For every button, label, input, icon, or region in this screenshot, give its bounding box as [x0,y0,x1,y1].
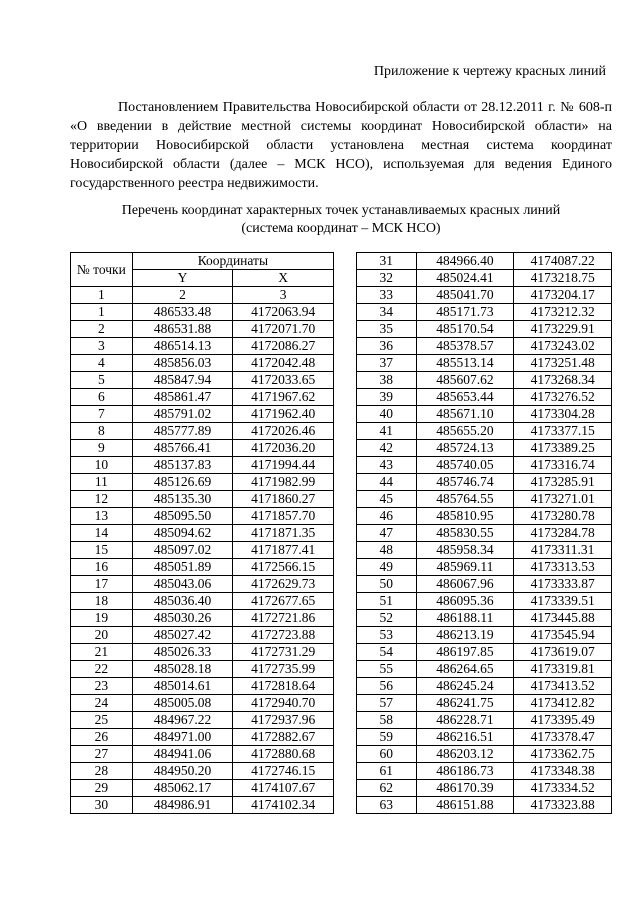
point-number-cell: 49 [357,559,417,576]
point-number-cell: 15 [71,542,133,559]
table-row [357,457,612,474]
x-coordinate-cell: 4172735.99 [233,661,334,678]
point-number-cell: 50 [357,576,417,593]
x-coordinate-cell: 4172071.70 [233,321,334,338]
x-coordinate-cell: 4172036.20 [233,440,334,457]
x-coordinate-cell: 4172818.64 [233,678,334,695]
table-row [71,440,334,457]
x-coordinate-cell: 4173323.88 [514,797,612,814]
y-coordinate-cell: 485027.42 [132,627,233,644]
y-coordinate-cell: 485740.05 [416,457,514,474]
x-coordinate-cell: 4172566.15 [233,559,334,576]
table-row [71,508,334,525]
point-number-cell: 44 [357,474,417,491]
x-coordinate-cell: 4173316.74 [514,457,612,474]
table-row [357,304,612,321]
point-number-cell: 30 [71,797,133,814]
table-row [357,474,612,491]
y-coordinate-cell: 485777.89 [132,423,233,440]
x-coordinate-cell: 4172033.65 [233,372,334,389]
table-row [357,287,612,304]
column-number-2: 2 [132,287,233,304]
x-coordinate-cell: 4171962.40 [233,406,334,423]
x-coordinate-cell: 4173218.75 [514,270,612,287]
y-coordinate-cell: 484941.06 [132,746,233,763]
point-number-cell: 6 [71,389,133,406]
table-row [71,542,334,559]
table-row [357,559,612,576]
point-number-cell: 8 [71,423,133,440]
x-coordinate-cell: 4173284.78 [514,525,612,542]
table-row [357,797,612,814]
table-row [357,712,612,729]
table-row [71,661,334,678]
coordinates-table-right [356,252,612,814]
x-coordinate-cell: 4173334.52 [514,780,612,797]
point-number-cell: 57 [357,695,417,712]
y-coordinate-cell: 485830.55 [416,525,514,542]
point-number-cell: 34 [357,304,417,321]
y-coordinate-cell: 485766.41 [132,440,233,457]
table-row [71,338,334,355]
x-coordinate-cell: 4173280.78 [514,508,612,525]
y-coordinate-cell: 485958.34 [416,542,514,559]
table-row [357,746,612,763]
point-number-cell: 19 [71,610,133,627]
point-number-cell: 7 [71,406,133,423]
point-number-cell: 51 [357,593,417,610]
y-coordinate-cell: 485005.08 [132,695,233,712]
y-coordinate-cell: 485041.70 [416,287,514,304]
y-coordinate-cell: 486188.11 [416,610,514,627]
table-row [357,695,612,712]
point-number-cell: 11 [71,474,133,491]
y-coordinate-cell: 485861.47 [132,389,233,406]
table-row [357,627,612,644]
list-title [70,202,612,238]
point-number-cell: 17 [71,576,133,593]
y-coordinate-cell: 484971.00 [132,729,233,746]
table-row [357,423,612,440]
y-coordinate-cell: 485135.30 [132,491,233,508]
point-number-cell: 22 [71,661,133,678]
point-number-cell: 24 [71,695,133,712]
table-row [357,610,612,627]
x-coordinate-cell: 4172042.48 [233,355,334,372]
point-number-cell: 16 [71,559,133,576]
point-number-cell: 3 [71,338,133,355]
y-coordinate-cell: 485724.13 [416,440,514,457]
point-number-cell: 37 [357,355,417,372]
y-coordinate-cell: 485847.94 [132,372,233,389]
y-coordinate-cell: 485030.26 [132,610,233,627]
point-number-cell: 21 [71,644,133,661]
x-coordinate-cell: 4172677.65 [233,593,334,610]
point-number-cell: 2 [71,321,133,338]
table-row [357,678,612,695]
x-coordinate-cell: 4174102.34 [233,797,334,814]
y-coordinate-cell: 485653.44 [416,389,514,406]
table-row [357,406,612,423]
y-coordinate-cell: 486514.13 [132,338,233,355]
header-x: X [233,270,334,287]
y-coordinate-cell: 486203.12 [416,746,514,763]
y-coordinate-cell: 486170.39 [416,780,514,797]
x-coordinate-cell: 4173229.91 [514,321,612,338]
table-row [357,491,612,508]
y-coordinate-cell: 486213.19 [416,627,514,644]
x-coordinate-cell: 4173395.49 [514,712,612,729]
table-row [71,644,334,661]
y-coordinate-cell: 485024.41 [416,270,514,287]
table-row [357,576,612,593]
x-coordinate-cell: 4173348.38 [514,763,612,780]
x-coordinate-cell: 4171982.99 [233,474,334,491]
y-coordinate-cell: 484967.22 [132,712,233,729]
table-row [357,729,612,746]
point-number-cell: 12 [71,491,133,508]
column-number-1: 1 [71,287,133,304]
x-coordinate-cell: 4173339.51 [514,593,612,610]
point-number-cell: 58 [357,712,417,729]
table-row [71,491,334,508]
y-coordinate-cell: 486067.96 [416,576,514,593]
x-coordinate-cell: 4174107.67 [233,780,334,797]
x-coordinate-cell: 4173271.01 [514,491,612,508]
y-coordinate-cell: 486216.51 [416,729,514,746]
x-coordinate-cell: 4171994.44 [233,457,334,474]
y-coordinate-cell: 486197.85 [416,644,514,661]
point-number-cell: 45 [357,491,417,508]
y-coordinate-cell: 485094.62 [132,525,233,542]
table-row [357,253,612,270]
point-number-cell: 47 [357,525,417,542]
x-coordinate-cell: 4173204.17 [514,287,612,304]
header-point-number: № точки [71,253,133,287]
intro-paragraph: Постановлением Правительства Новосибирской области от 28.12.2011 г. № 608-п «О введении в действие местной системы координат Новосибирской области» на территории Новосибирской области установлена местная система координат Новосибирской области (далее – МСК НСО), используемая для ведения Единого государственного реестра недвижимости. [70,100,612,191]
y-coordinate-cell: 486264.65 [416,661,514,678]
point-number-cell: 31 [357,253,417,270]
point-number-cell: 9 [71,440,133,457]
table-row [71,559,334,576]
table-row [357,338,612,355]
table-row [357,321,612,338]
x-coordinate-cell: 4171877.41 [233,542,334,559]
y-coordinate-cell: 485764.55 [416,491,514,508]
point-number-cell: 33 [357,287,417,304]
x-coordinate-cell: 4172629.73 [233,576,334,593]
x-coordinate-cell: 4172731.29 [233,644,334,661]
y-coordinate-cell: 485095.50 [132,508,233,525]
point-number-cell: 43 [357,457,417,474]
point-number-cell: 27 [71,746,133,763]
table-row [71,389,334,406]
x-coordinate-cell: 4172721.86 [233,610,334,627]
table-row [71,763,334,780]
table-row [71,372,334,389]
table-row [71,457,334,474]
table-row [71,406,334,423]
x-coordinate-cell: 4172746.15 [233,763,334,780]
y-coordinate-cell: 485513.14 [416,355,514,372]
x-coordinate-cell: 4173412.82 [514,695,612,712]
x-coordinate-cell: 4173268.34 [514,372,612,389]
x-coordinate-cell: 4173619.07 [514,644,612,661]
table-row [357,355,612,372]
x-coordinate-cell: 4172063.94 [233,304,334,321]
coordinates-table-left [70,252,334,814]
table-row [71,321,334,338]
table-row [71,627,334,644]
list-title-line2: (система координат – МСК НСО) [241,221,441,236]
x-coordinate-cell: 4173389.25 [514,440,612,457]
table-row [71,610,334,627]
point-number-cell: 63 [357,797,417,814]
x-coordinate-cell: 4172086.27 [233,338,334,355]
x-coordinate-cell: 4173378.47 [514,729,612,746]
point-number-cell: 25 [71,712,133,729]
x-coordinate-cell: 4173362.75 [514,746,612,763]
x-coordinate-cell: 4173545.94 [514,627,612,644]
y-coordinate-cell: 484966.40 [416,253,514,270]
header-coordinates: Координаты [132,253,333,270]
table-row [71,423,334,440]
x-coordinate-cell: 4173445.88 [514,610,612,627]
point-number-cell: 36 [357,338,417,355]
point-number-cell: 26 [71,729,133,746]
y-coordinate-cell: 485014.61 [132,678,233,695]
y-coordinate-cell: 485126.69 [132,474,233,491]
x-coordinate-cell: 4173377.15 [514,423,612,440]
table-row [71,780,334,797]
x-coordinate-cell: 4173285.91 [514,474,612,491]
table-row [357,525,612,542]
point-number-cell: 35 [357,321,417,338]
point-number-cell: 1 [71,304,133,321]
y-coordinate-cell: 485746.74 [416,474,514,491]
column-number-3: 3 [233,287,334,304]
table-row [357,389,612,406]
y-coordinate-cell: 485170.54 [416,321,514,338]
x-coordinate-cell: 4173276.52 [514,389,612,406]
x-coordinate-cell: 4173319.81 [514,661,612,678]
y-coordinate-cell: 486228.71 [416,712,514,729]
y-coordinate-cell: 486533.48 [132,304,233,321]
table-row [71,474,334,491]
x-coordinate-cell: 4173333.87 [514,576,612,593]
x-coordinate-cell: 4171871.35 [233,525,334,542]
point-number-cell: 4 [71,355,133,372]
y-coordinate-cell: 486095.36 [416,593,514,610]
y-coordinate-cell: 484986.91 [132,797,233,814]
y-coordinate-cell: 485607.62 [416,372,514,389]
y-coordinate-cell: 485051.89 [132,559,233,576]
table-row [357,270,612,287]
y-coordinate-cell: 485036.40 [132,593,233,610]
point-number-cell: 32 [357,270,417,287]
point-number-cell: 20 [71,627,133,644]
list-title-line1: Перечень координат характерных точек устанавливаемых красных линий [121,203,561,218]
table-row [71,712,334,729]
y-coordinate-cell: 485378.57 [416,338,514,355]
point-number-cell: 55 [357,661,417,678]
point-number-cell: 54 [357,644,417,661]
point-number-cell: 42 [357,440,417,457]
y-coordinate-cell: 485810.95 [416,508,514,525]
table-row [357,644,612,661]
x-coordinate-cell: 4172026.46 [233,423,334,440]
y-coordinate-cell: 485171.73 [416,304,514,321]
x-coordinate-cell: 4172880.68 [233,746,334,763]
x-coordinate-cell: 4172723.88 [233,627,334,644]
x-coordinate-cell: 4173313.53 [514,559,612,576]
x-coordinate-cell: 4171860.27 [233,491,334,508]
point-number-cell: 10 [71,457,133,474]
point-number-cell: 59 [357,729,417,746]
x-coordinate-cell: 4171857.70 [233,508,334,525]
table-row [71,576,334,593]
x-coordinate-cell: 4171967.62 [233,389,334,406]
y-coordinate-cell: 486245.24 [416,678,514,695]
point-number-cell: 39 [357,389,417,406]
table-row [357,780,612,797]
x-coordinate-cell: 4173304.28 [514,406,612,423]
y-coordinate-cell: 485655.20 [416,423,514,440]
point-number-cell: 60 [357,746,417,763]
table-row [71,355,334,372]
point-number-cell: 56 [357,678,417,695]
point-number-cell: 29 [71,780,133,797]
point-number-cell: 62 [357,780,417,797]
point-number-cell: 41 [357,423,417,440]
x-coordinate-cell: 4172940.70 [233,695,334,712]
table-row [71,525,334,542]
x-coordinate-cell: 4172937.96 [233,712,334,729]
point-number-cell: 40 [357,406,417,423]
x-coordinate-cell: 4174087.22 [514,253,612,270]
table-row [357,508,612,525]
point-number-cell: 61 [357,763,417,780]
y-coordinate-cell: 485791.02 [132,406,233,423]
table-row [71,746,334,763]
table-row [357,661,612,678]
table-row [357,593,612,610]
table-row [71,729,334,746]
y-coordinate-cell: 485097.02 [132,542,233,559]
appendix-caption: Приложение к чертежу красных линий [373,64,606,79]
point-number-cell: 38 [357,372,417,389]
y-coordinate-cell: 485969.11 [416,559,514,576]
y-coordinate-cell: 485671.10 [416,406,514,423]
point-number-cell: 18 [71,593,133,610]
y-coordinate-cell: 486151.88 [416,797,514,814]
table-row [71,593,334,610]
point-number-cell: 46 [357,508,417,525]
y-coordinate-cell: 486241.75 [416,695,514,712]
y-coordinate-cell: 485043.06 [132,576,233,593]
y-coordinate-cell: 485137.83 [132,457,233,474]
point-number-cell: 14 [71,525,133,542]
table-row [71,678,334,695]
header-y: Y [132,270,233,287]
y-coordinate-cell: 486531.88 [132,321,233,338]
point-number-cell: 23 [71,678,133,695]
table-row [71,695,334,712]
y-coordinate-cell: 485856.03 [132,355,233,372]
x-coordinate-cell: 4173212.32 [514,304,612,321]
table-row [71,797,334,814]
point-number-cell: 53 [357,627,417,644]
point-number-cell: 52 [357,610,417,627]
y-coordinate-cell: 485028.18 [132,661,233,678]
table-row [357,440,612,457]
y-coordinate-cell: 485062.17 [132,780,233,797]
point-number-cell: 48 [357,542,417,559]
x-coordinate-cell: 4172882.67 [233,729,334,746]
table-row [357,372,612,389]
y-coordinate-cell: 485026.33 [132,644,233,661]
point-number-cell: 28 [71,763,133,780]
x-coordinate-cell: 4173311.31 [514,542,612,559]
x-coordinate-cell: 4173243.02 [514,338,612,355]
table-row [357,542,612,559]
x-coordinate-cell: 4173251.48 [514,355,612,372]
table-row [357,763,612,780]
y-coordinate-cell: 484950.20 [132,763,233,780]
y-coordinate-cell: 486186.73 [416,763,514,780]
x-coordinate-cell: 4173413.52 [514,678,612,695]
point-number-cell: 13 [71,508,133,525]
point-number-cell: 5 [71,372,133,389]
table-row [71,304,334,321]
